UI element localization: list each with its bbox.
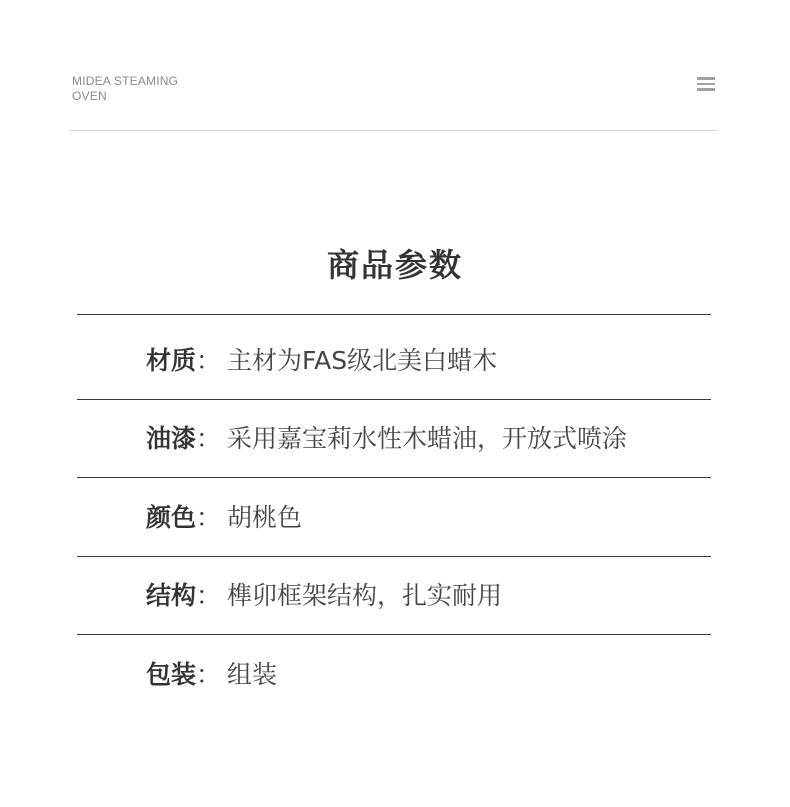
spec-value: 组装 — [227, 660, 278, 689]
spec-colon: ： — [196, 660, 222, 689]
divider — [77, 634, 711, 635]
spec-value: 采用嘉宝莉水性木蜡油，开放式喷涂 — [227, 424, 628, 453]
spec-label: 结构 — [146, 581, 197, 610]
menu-bar-bottom — [697, 88, 715, 91]
spec-row-packaging — [146, 655, 706, 695]
spec-row-finish — [146, 419, 706, 459]
spec-row-structure — [146, 576, 706, 616]
spec-label: 材质 — [146, 346, 197, 375]
spec-label: 包装 — [146, 660, 197, 689]
site-header — [69, 0, 718, 131]
divider — [77, 399, 711, 400]
spec-value: 胡桃色 — [227, 503, 303, 532]
spec-value: 主材为FAS级北美白蜡木 — [227, 346, 498, 375]
divider — [77, 556, 711, 557]
brand-line-1: MIDEA STEAMING — [72, 74, 179, 88]
spec-colon: ： — [196, 424, 222, 453]
spec-value: 榫卯框架结构，扎实耐用 — [227, 581, 503, 610]
menu-bar-top — [697, 77, 715, 80]
spec-colon: ： — [196, 503, 222, 532]
spec-row-material — [146, 341, 706, 381]
divider — [77, 477, 711, 478]
spec-colon: ： — [196, 581, 222, 610]
hamburger-menu-icon[interactable] — [697, 77, 715, 91]
brand-logo-text[interactable] — [72, 74, 178, 104]
section-title: 商品参数 — [326, 246, 463, 284]
spec-colon: ： — [196, 346, 222, 375]
spec-label: 油漆 — [146, 424, 197, 453]
spec-row-color — [146, 498, 706, 538]
menu-bar-middle — [697, 83, 715, 86]
spec-label: 颜色 — [146, 503, 197, 532]
brand-line-2: OVEN — [72, 89, 107, 103]
divider — [77, 314, 711, 315]
